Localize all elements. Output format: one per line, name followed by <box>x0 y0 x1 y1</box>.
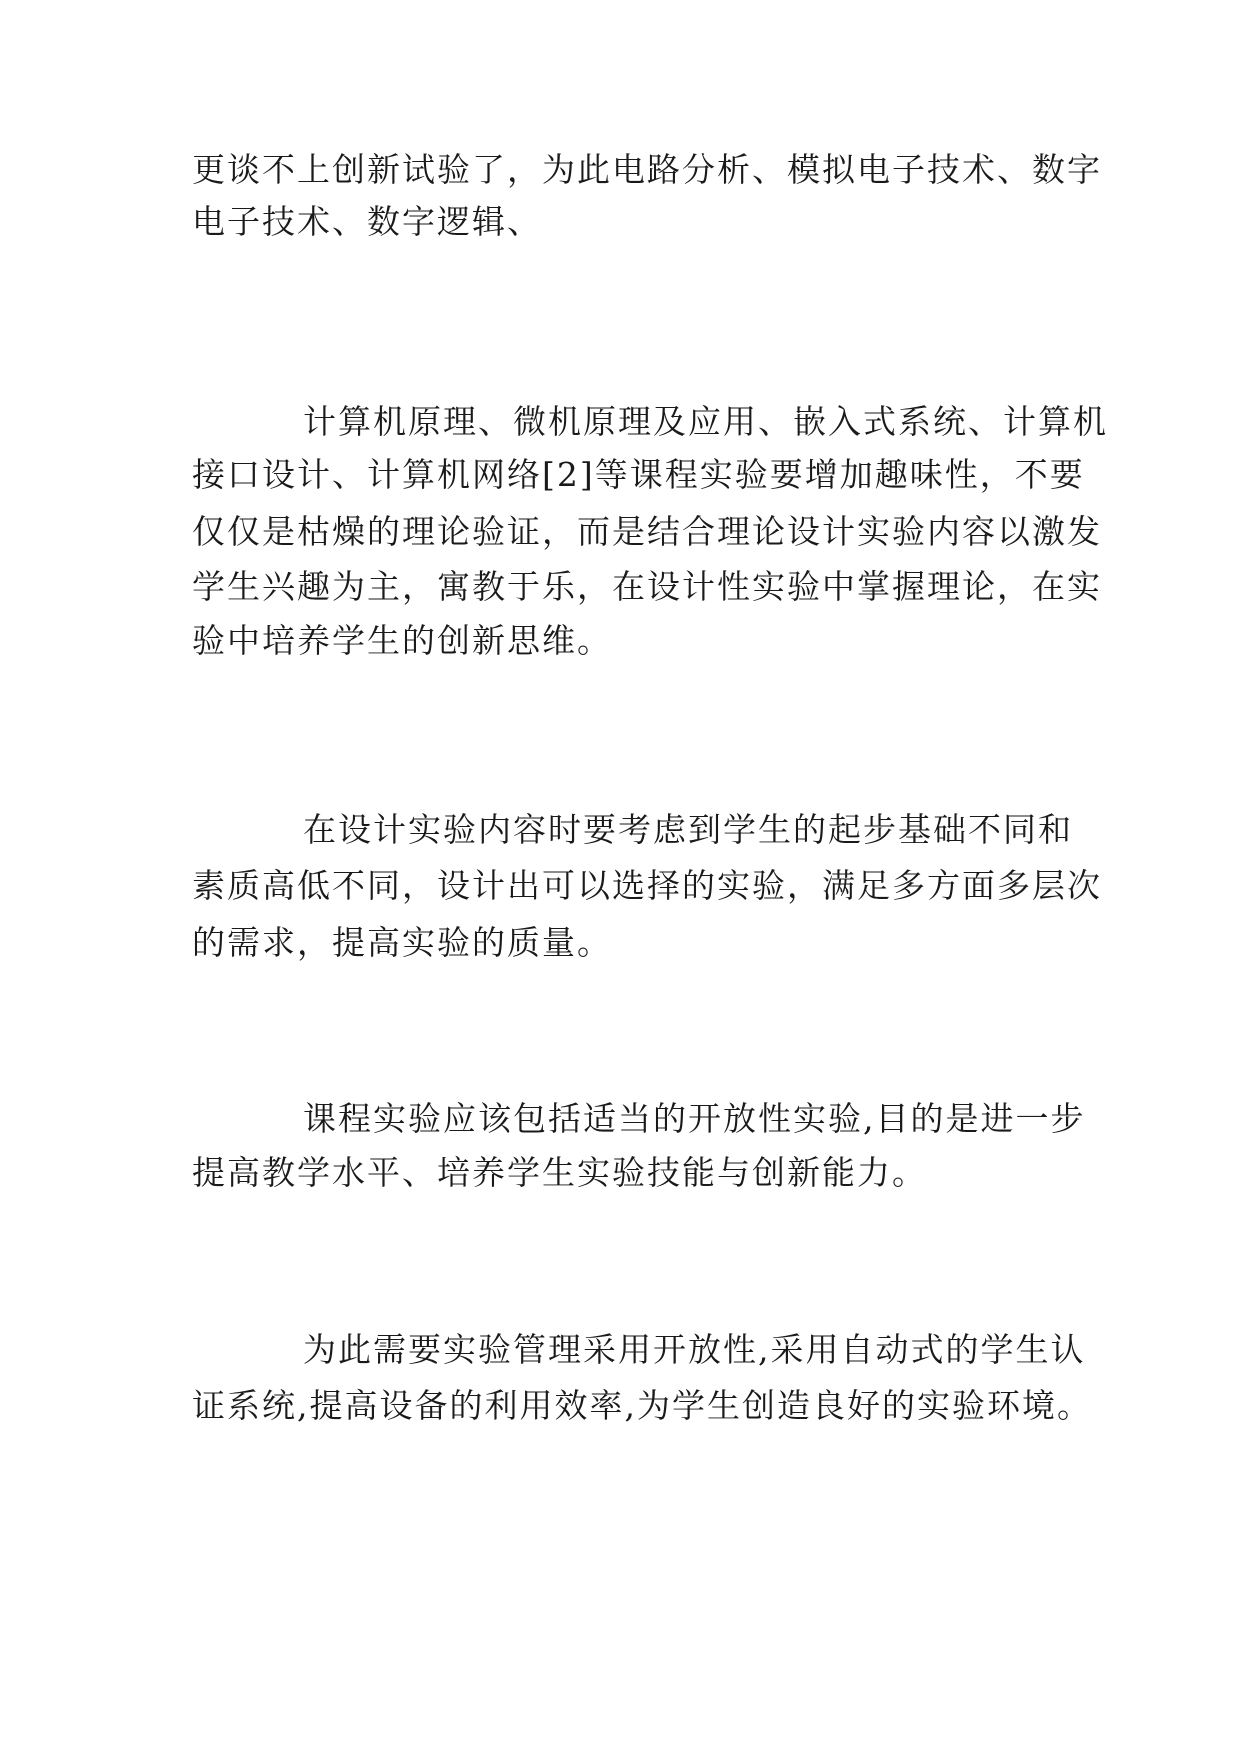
text-line: 更谈不上创新试验了，为此电路分析、模拟电子技术、数字 <box>192 150 1102 189</box>
text-line: 为此需要实验管理采用开放性,采用自动式的学生认 <box>303 1330 1086 1369</box>
text-line: 证系统,提高设备的利用效率,为学生创造良好的实验环境。 <box>192 1386 1092 1425</box>
text-line: 的需求，提高实验的质量。 <box>192 923 612 962</box>
text-line: 提高教学水平、培养学生实验技能与创新能力。 <box>192 1153 927 1192</box>
text-line: 素质高低不同，设计出可以选择的实验，满足多方面多层次 <box>192 866 1102 905</box>
text-line: 验中培养学生的创新思维。 <box>192 621 612 660</box>
text-line: 仅仅是枯燥的理论验证，而是结合理论设计实验内容以激发 <box>192 512 1102 551</box>
text-line: 学生兴趣为主，寓教于乐，在设计性实验中掌握理论，在实 <box>192 567 1102 606</box>
text-line: 电子技术、数字逻辑、 <box>192 202 542 241</box>
text-line: 在设计实验内容时要考虑到学生的起步基础不同和 <box>303 810 1073 849</box>
text-line: 接口设计、计算机网络[2]等课程实验要增加趣味性，不要 <box>192 455 1085 494</box>
text-line: 课程实验应该包括适当的开放性实验,目的是进一步 <box>303 1099 1086 1138</box>
text-line: 计算机原理、微机原理及应用、嵌入式系统、计算机 <box>303 402 1108 441</box>
